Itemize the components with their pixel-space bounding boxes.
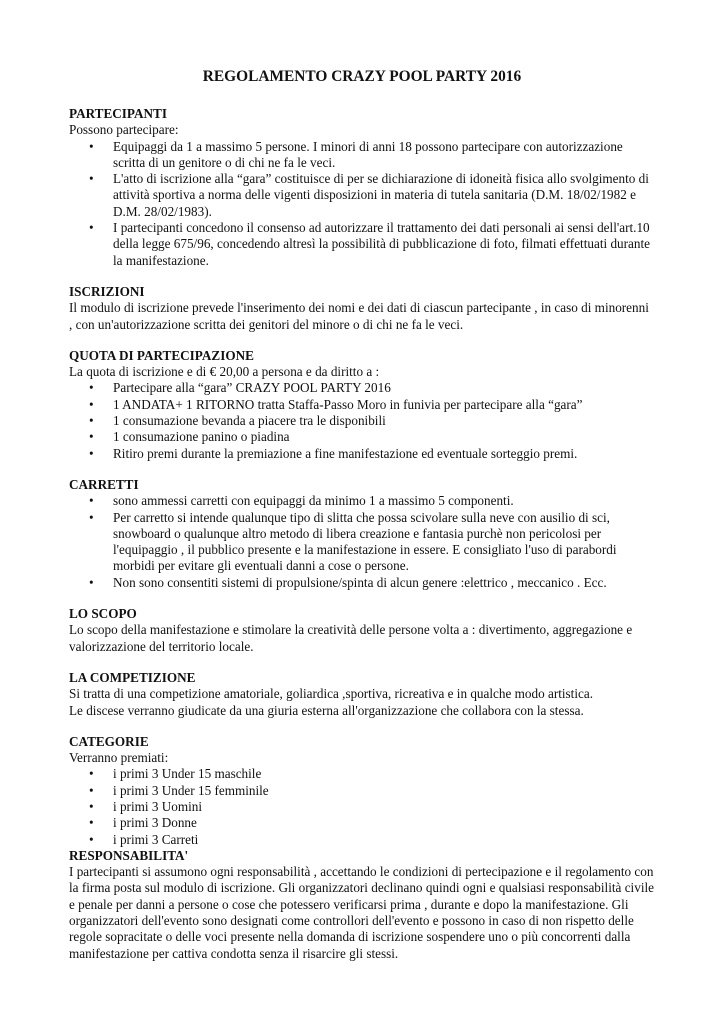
list-item: • i primi 3 Under 15 maschile xyxy=(69,766,655,782)
bullet-list xyxy=(69,139,655,269)
section-categorie xyxy=(69,734,655,848)
document-body xyxy=(69,106,655,962)
section-intro: La quota di iscrizione e di € 20,00 a persona e da diritto a : xyxy=(69,364,380,380)
list-item: • 1 consumazione bevanda a piacere tra le disponibili xyxy=(69,413,655,429)
list-item: • i primi 3 Donne xyxy=(69,815,655,831)
list-item: • Partecipare alla “gara” CRAZY POOL PARTY 2016 xyxy=(69,380,655,396)
list-item: • i primi 3 Under 15 femminile xyxy=(69,783,655,799)
section-intro: Verranno premiati: xyxy=(69,750,169,766)
section-heading: PARTECIPANTI xyxy=(69,106,167,121)
section-competizione xyxy=(69,670,655,719)
list-item: • I partecipanti concedono il consenso ad autorizzare il trattamento dei dati personali ai sensi dell'art.10 della legge 675/96, concedendo altresì la possibilità di pubblicazione di foto, filmati effettuati durante la manifestazione. xyxy=(69,220,655,269)
section-heading: CARRETTI xyxy=(69,476,139,492)
section-heading: CATEGORIE xyxy=(69,733,149,749)
bullet-list xyxy=(69,766,655,847)
section-heading: RESPONSABILITA' xyxy=(69,847,189,863)
section-scopo xyxy=(69,606,655,655)
section-carretti xyxy=(69,477,655,591)
section-text: Si tratta di una competizione amatoriale, goliardica ,sportiva, ricreativa e in qualche modo artistica. xyxy=(69,686,594,702)
list-item: • 1 consumazione panino o piadina xyxy=(69,429,655,445)
section-text: I partecipanti si assumono ogni responsabilità , accettando le condizioni di pertecipazione e il regolamento con la firma posta sul modulo di iscrizione. Gli organizzatori declinano quindi ogni e qualsiasi responsabilità civile e penale per danni a persone o cose che potessero verificarsi prima , durante e dopo la manifestazione. Gli organizzatori dell'evento sono designati come controllori dell'evento e possono in caso di non rispetto delle regole sopracitate o delle voci presente nella domanda di iscrizione sospendere uno o più concorrenti dalla manifestazione per cattiva condotta senza il risarcire gli stessi. xyxy=(69,864,654,961)
list-item: • i primi 3 Uomini xyxy=(69,799,655,815)
section-heading: QUOTA DI PARTECIPAZIONE xyxy=(69,347,254,363)
section-heading: LA COMPETIZIONE xyxy=(69,669,196,685)
list-item: • Ritiro premi durante la premiazione a fine manifestazione ed eventuale sorteggio premi. xyxy=(69,446,655,462)
bullet-list xyxy=(69,493,655,591)
section-responsabilita xyxy=(69,848,655,962)
section-text: Il modulo di iscrizione prevede l'inserimento dei nomi e dei dati di ciascun partecipante , in caso di minorenni , con un'autorizzazione scritta dei genitori del minore o di chi ne fa le veci. xyxy=(69,300,649,332)
list-item: • Non sono consentiti sistemi di propulsione/spinta di alcun genere :elettrico , meccanico . Ecc. xyxy=(69,575,655,591)
section-iscrizioni xyxy=(69,284,655,333)
section-heading: LO SCOPO xyxy=(69,606,137,622)
list-item: • Equipaggi da 1 a massimo 5 persone. I minori di anni 18 possono partecipare con autorizzazione scritta di un genitore o di chi ne fa le veci. xyxy=(69,139,655,172)
list-item: • sono ammessi carretti con equipaggi da minimo 1 a massimo 5 componenti. xyxy=(69,493,655,509)
section-text: Lo scopo della manifestazione e stimolare la creatività delle persone volta a : divertimento, aggregazione e valorizzazione del territorio locale. xyxy=(69,622,633,654)
list-item: • Per carretto si intende qualunque tipo di slitta che possa scivolare sulla neve con ausilio di sci, snowboard o qualunque altro metodo di libera creazione e fantasia purchè non pericolosi per l'equipaggio , il pubblico presente e la manifestazione in essere. E consigliato l'uso di parabordi morbidi per evitare gli eventuali danni a cose o persone. xyxy=(69,510,655,575)
section-partecipanti xyxy=(69,106,655,269)
list-item: • i primi 3 Carreti xyxy=(69,832,655,848)
bullet-list xyxy=(69,380,655,461)
section-text: Le discese verranno giudicate da una giuria esterna all'organizzazione che collabora con la stessa. xyxy=(69,702,584,718)
list-item: • L'atto di iscrizione alla “gara” costituisce di per se dichiarazione di idoneità fisica allo svolgimento di attività sportiva a norma delle vigenti disposizioni in materia di tutela sanitaria (D.M. 18/02/1982 e D.M. 28/02/1983). xyxy=(69,171,655,220)
document-title: REGOLAMENTO CRAZY POOL PARTY 2016 xyxy=(202,68,522,85)
section-intro: Possono partecipare: xyxy=(69,122,179,138)
list-item: • 1 ANDATA+ 1 RITORNO tratta Staffa-Passo Moro in funivia per partecipare alla “gara” xyxy=(69,397,655,413)
section-quota xyxy=(69,348,655,462)
section-heading: ISCRIZIONI xyxy=(69,283,145,299)
